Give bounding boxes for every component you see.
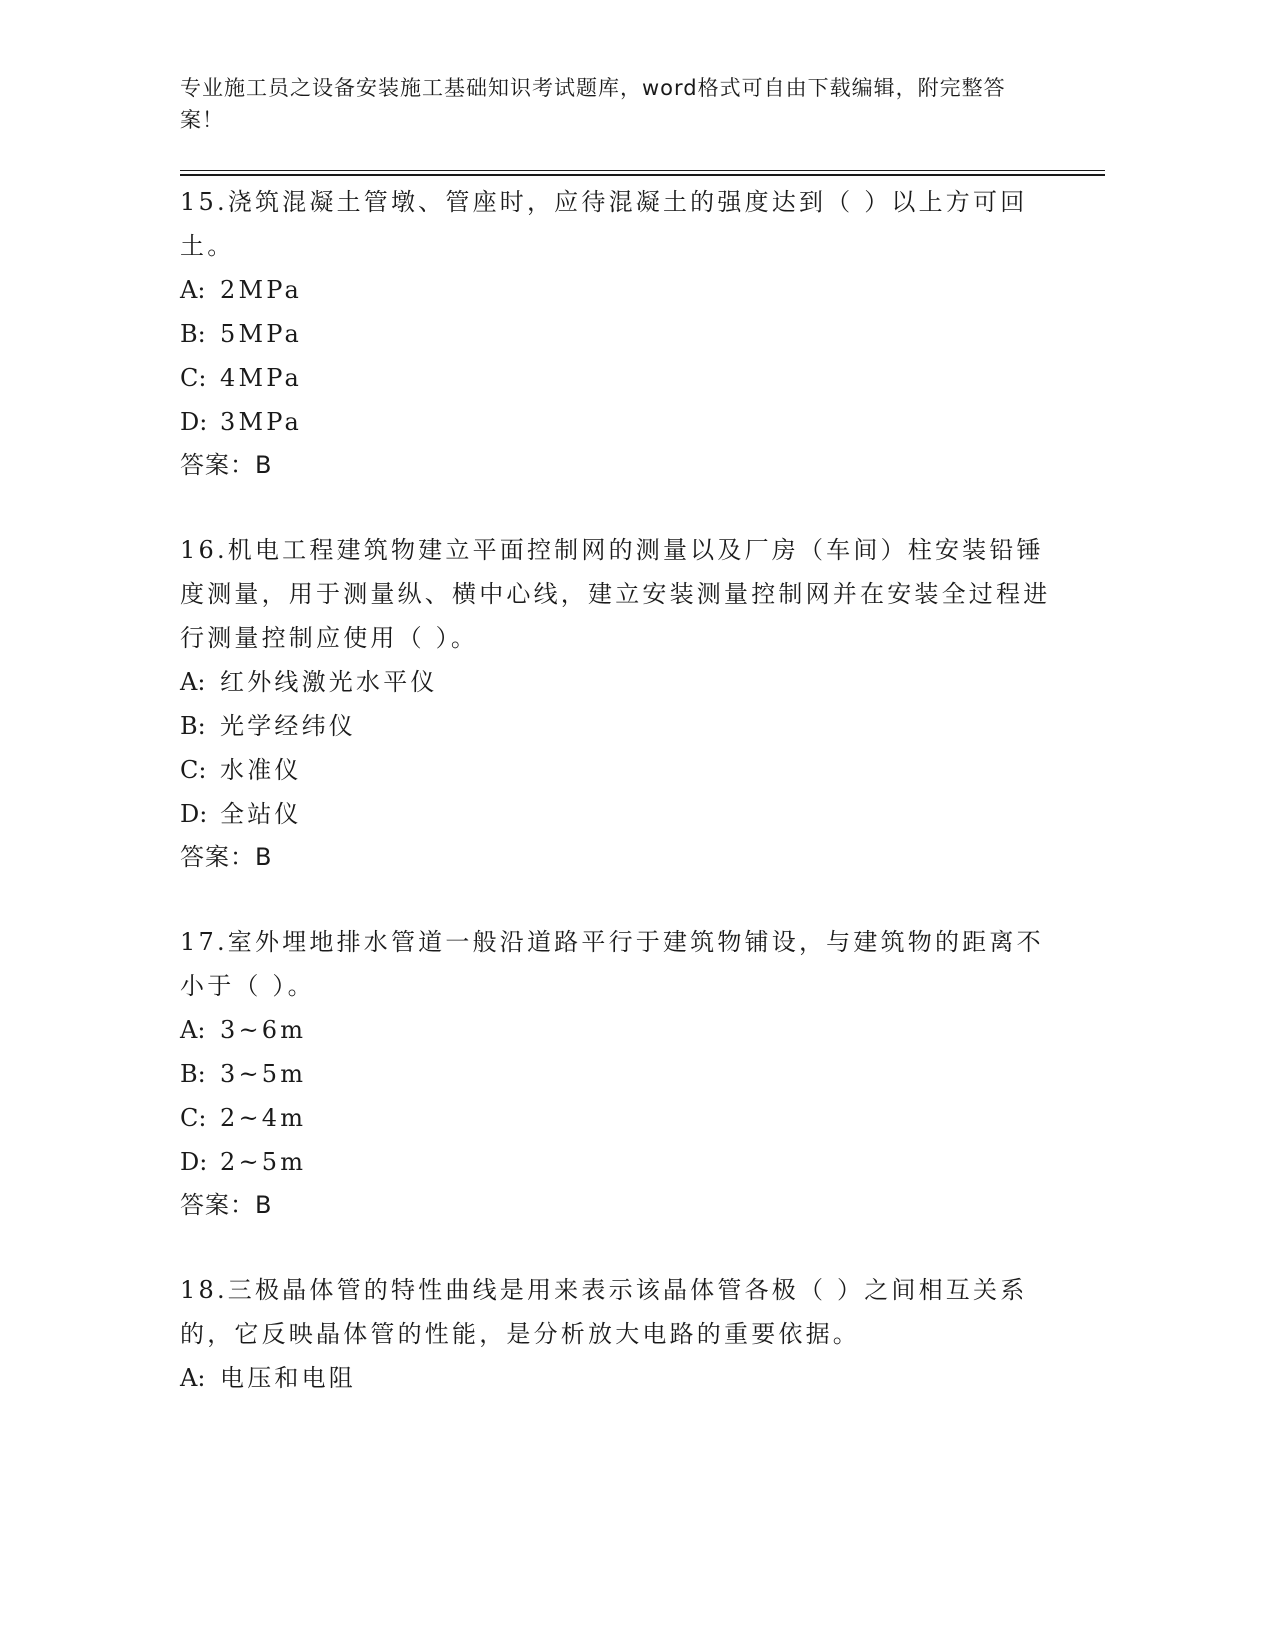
option-d xyxy=(180,792,1060,836)
option-label: C: xyxy=(180,1104,207,1132)
option-text: 红外线激光水平仪 xyxy=(220,668,438,696)
option-text: 3~5m xyxy=(220,1060,307,1088)
option-text: 2~4m xyxy=(220,1104,307,1132)
option-label: D: xyxy=(180,800,208,828)
question-15 xyxy=(180,180,1060,486)
option-label: D: xyxy=(180,408,208,436)
option-label: D: xyxy=(180,1148,208,1176)
answer: 答案：B xyxy=(180,843,273,871)
option-a xyxy=(180,1008,1060,1052)
option-label: A: xyxy=(180,1364,206,1392)
option-label: B: xyxy=(180,320,206,348)
option-c xyxy=(180,748,1060,792)
header-divider-thick xyxy=(180,174,1105,176)
option-d xyxy=(180,1140,1060,1184)
option-b xyxy=(180,1052,1060,1096)
option-text: 电压和电阻 xyxy=(220,1364,356,1392)
option-text: 3MPa xyxy=(220,408,303,436)
question-stem: 18.三极晶体管的特性曲线是用来表示该晶体管各极（ ）之间相互关系的，它反映晶体管的性能，是分析放大电路的重要依据。 xyxy=(180,1276,1028,1348)
question-stem: 16.机电工程建筑物建立平面控制网的测量以及厂房（车间）柱安装铅锤度测量，用于测量纵、横中心线，建立安装测量控制网并在安装全过程进行测量控制应使用（ ）。 xyxy=(180,536,1051,652)
option-label: B: xyxy=(180,712,206,740)
answer: 答案：B xyxy=(180,1191,273,1219)
option-text: 2MPa xyxy=(220,276,303,304)
option-label: B: xyxy=(180,1060,206,1088)
option-a xyxy=(180,660,1060,704)
option-label: A: xyxy=(180,668,206,696)
option-text: 光学经纬仪 xyxy=(220,712,356,740)
option-text: 水准仪 xyxy=(220,756,302,784)
question-16 xyxy=(180,528,1060,878)
document-header xyxy=(180,72,1040,136)
option-text: 2~5m xyxy=(220,1148,307,1176)
option-c xyxy=(180,1096,1060,1140)
option-text: 全站仪 xyxy=(220,800,302,828)
option-text: 4MPa xyxy=(220,364,303,392)
option-a xyxy=(180,268,1060,312)
option-label: C: xyxy=(180,364,207,392)
option-label: C: xyxy=(180,756,207,784)
option-c xyxy=(180,356,1060,400)
option-a xyxy=(180,1356,1060,1400)
option-text: 3~6m xyxy=(220,1016,307,1044)
answer: 答案：B xyxy=(180,451,273,479)
question-17 xyxy=(180,920,1060,1226)
question-stem: 15.浇筑混凝土管墩、管座时，应待混凝土的强度达到（ ）以上方可回土。 xyxy=(180,188,1028,260)
option-b xyxy=(180,704,1060,748)
header-text: 专业施工员之设备安装施工基础知识考试题库，word格式可自由下载编辑，附完整答案！ xyxy=(180,76,1006,132)
option-d xyxy=(180,400,1060,444)
option-b xyxy=(180,312,1060,356)
option-text: 5MPa xyxy=(220,320,303,348)
header-divider-thin xyxy=(180,170,1105,171)
option-label: A: xyxy=(180,1016,206,1044)
option-label: A: xyxy=(180,276,206,304)
question-stem: 17.室外埋地排水管道一般沿道路平行于建筑物铺设，与建筑物的距离不小于（ ）。 xyxy=(180,928,1044,1000)
question-18 xyxy=(180,1268,1060,1400)
